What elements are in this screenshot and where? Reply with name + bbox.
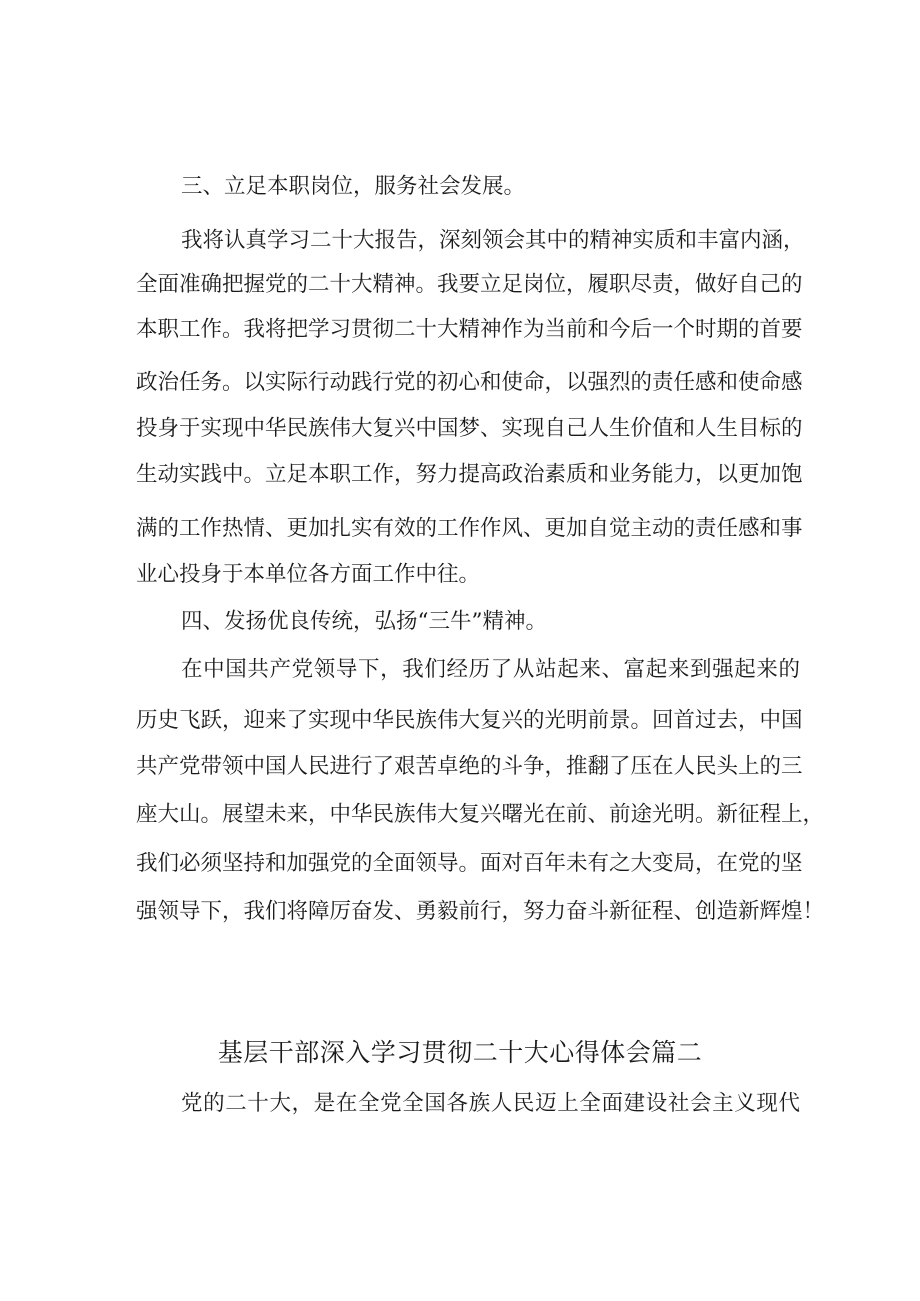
article-title: 基层干部深入学习贯彻二十大心得体会篇二 xyxy=(217,1038,703,1067)
paragraph-line: 强领导下，我们将障厉奋发、勇毅前行，努力奋斗新征程、创造新辉煌！ xyxy=(136,899,825,924)
paragraph-line: 我将认真学习二十大报告，深刻领会其中的精神实质和丰富内涵， xyxy=(181,228,805,253)
section-heading-3: 三、立足本职岗位，服务社会发展。 xyxy=(181,174,526,199)
paragraph-line: 座大山。展望未来，中华民族伟大复兴曙光在前、前途光明。新征程上， xyxy=(136,802,825,827)
paragraph-line: 我们必须坚持和加强党的全面领导。面对百年未有之大变局，在党的坚 xyxy=(136,851,803,876)
article-first-line: 党的二十大，是在全党全国各族人民迈上全面建设社会主义现代 xyxy=(181,1091,800,1116)
paragraph-line: 投身于实现中华民族伟大复兴中国梦、实现自己人生价值和人生目标的 xyxy=(136,416,803,441)
paragraph-line: 满的工作热情、更加扎实有效的工作作风、更加自觉主动的责任感和事 xyxy=(136,516,803,541)
paragraph-line: 生动实践中。立足本职工作，努力提高政治素质和业务能力，以更加饱 xyxy=(136,462,803,487)
section-heading-4: 四、发扬优良传统，弘扬“三牛”精神。 xyxy=(181,609,547,634)
paragraph-line: 共产党带领中国人民进行了艰苦卓绝的斗争，推翻了压在人民头上的三 xyxy=(136,754,803,779)
paragraph-line: 在中国共产党领导下，我们经历了从站起来、富起来到强起来的 xyxy=(181,657,800,682)
paragraph-line: 历史飞跃，迎来了实现中华民族伟大复兴的光明前景。回首过去，中国 xyxy=(136,708,803,733)
paragraph-line: 全面准确把握党的二十大精神。我要立足岗位，履职尽责，做好自己的 xyxy=(136,272,803,297)
paragraph-line: 政治任务。以实际行动践行党的初心和使命，以强烈的责任感和使命感 xyxy=(136,370,803,395)
paragraph-line: 本职工作。我将把学习贯彻二十大精神作为当前和今后一个时期的首要 xyxy=(136,317,803,342)
paragraph-line: 业心投身于本单位各方面工作中往。 xyxy=(136,562,481,587)
